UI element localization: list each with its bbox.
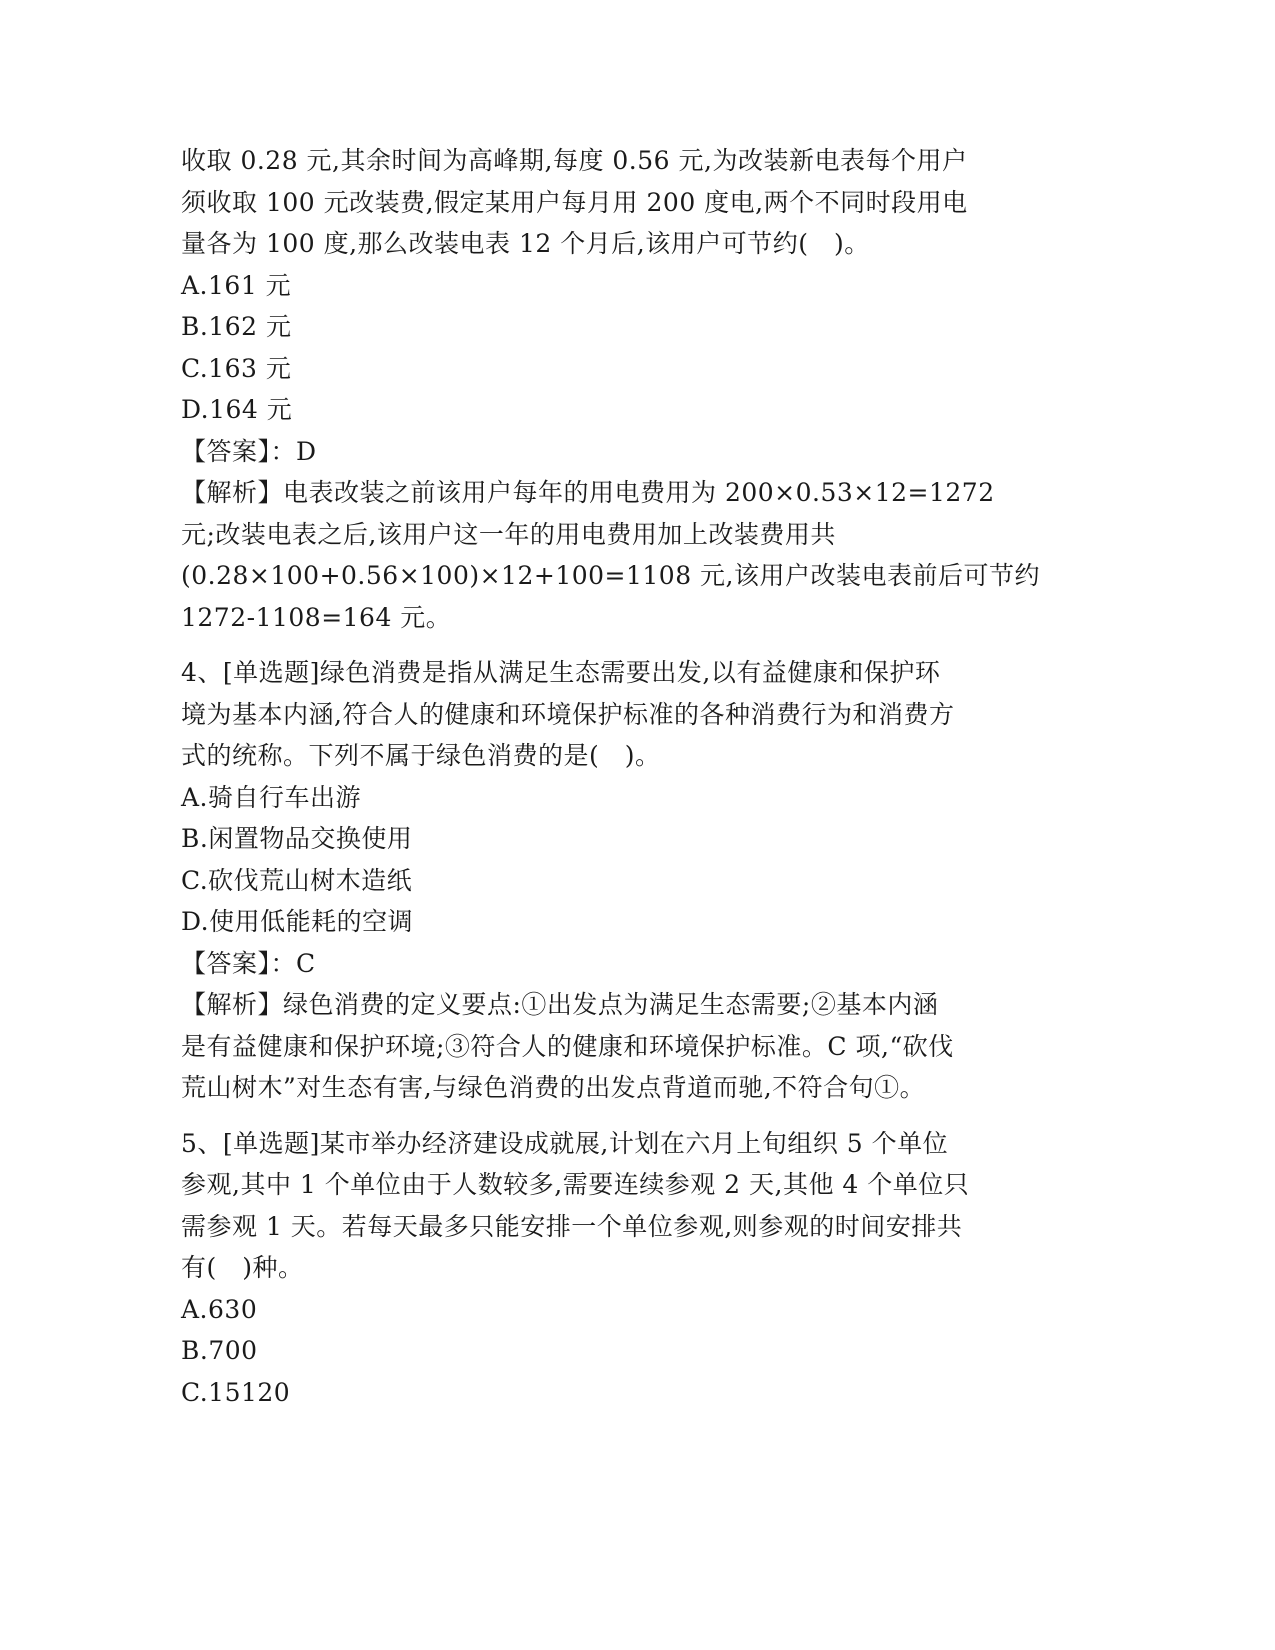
analysis-line: (0.28×100+0.56×100)×12+100=1108 元,该用户改装电表前后可节约 [181, 561, 1040, 590]
question-gap [181, 638, 1061, 652]
option-c: C.砍伐荒山树木造纸 [181, 865, 413, 895]
question-stem-line: 境为基本内涵,符合人的健康和环境保护标准的各种消费行为和消费方 [181, 699, 955, 729]
question-stem-line: 量各为 100 度,那么改装电表 12 个月后,该用户可节约( )。 [181, 229, 870, 258]
answer-line: 【答案】：C [181, 948, 316, 978]
question-stem-line: 收取 0.28 元,其余时间为高峰期,每度 0.56 元,为改装新电表每个用户 [181, 146, 968, 175]
answer-line: 【答案】：D [181, 436, 317, 466]
analysis-line: 1272-1108=164 元。 [181, 602, 452, 632]
option-a: A.骑自行车出游 [181, 782, 362, 812]
analysis-line: 荒山树木”对生态有害,与绿色消费的出发点背道而驰,不符合句①。 [181, 1073, 926, 1102]
option-b: B.700 [181, 1336, 258, 1365]
option-a: A.630 [181, 1294, 258, 1324]
question-stem-line: 需参观 1 天。若每天最多只能安排一个单位参观,则参观的时间安排共 [181, 1211, 963, 1241]
question-3-continued [181, 140, 1061, 638]
question-stem-line: 参观,其中 1 个单位由于人数较多,需要连续参观 2 天,其他 4 个单位只 [181, 1170, 970, 1199]
question-stem-line: 须收取 100 元改装费,假定某用户每月用 200 度电,两个不同时段用电 [181, 187, 968, 217]
question-stem-line: 式的统称。下列不属于绿色消费的是( )。 [181, 741, 661, 770]
question-stem-line: 4、[单选题]绿色消费是指从满足生态需要出发,以有益健康和保护环 [181, 658, 941, 687]
question-stem-line: 5、[单选题]某市举办经济建设成就展,计划在六月上旬组织 5 个单位 [181, 1128, 949, 1158]
analysis-line: 【解析】电表改装之前该用户每年的用电费用为 200×0.53×12=1272 [181, 478, 995, 507]
question-4 [181, 652, 1061, 1109]
option-d: D.使用低能耗的空调 [181, 907, 414, 936]
option-a: A.161 元 [181, 270, 292, 300]
analysis-line: 【解析】绿色消费的定义要点:①出发点为满足生态需要;②基本内涵 [181, 990, 939, 1019]
option-c: C.163 元 [181, 353, 292, 383]
question-gap [181, 1109, 1061, 1123]
option-b: B.闲置物品交换使用 [181, 824, 413, 853]
option-d: D.164 元 [181, 395, 293, 424]
option-b: B.162 元 [181, 312, 292, 341]
analysis-line: 是有益健康和保护环境;③符合人的健康和环境保护标准。C 项,“砍伐 [181, 1031, 954, 1061]
document-page [181, 140, 1061, 1413]
analysis-line: 元;改装电表之后,该用户这一年的用电费用加上改装费用共 [181, 519, 836, 549]
question-5 [181, 1123, 1061, 1414]
option-c: C.15120 [181, 1377, 291, 1407]
question-stem-line: 有( )种。 [181, 1253, 304, 1282]
